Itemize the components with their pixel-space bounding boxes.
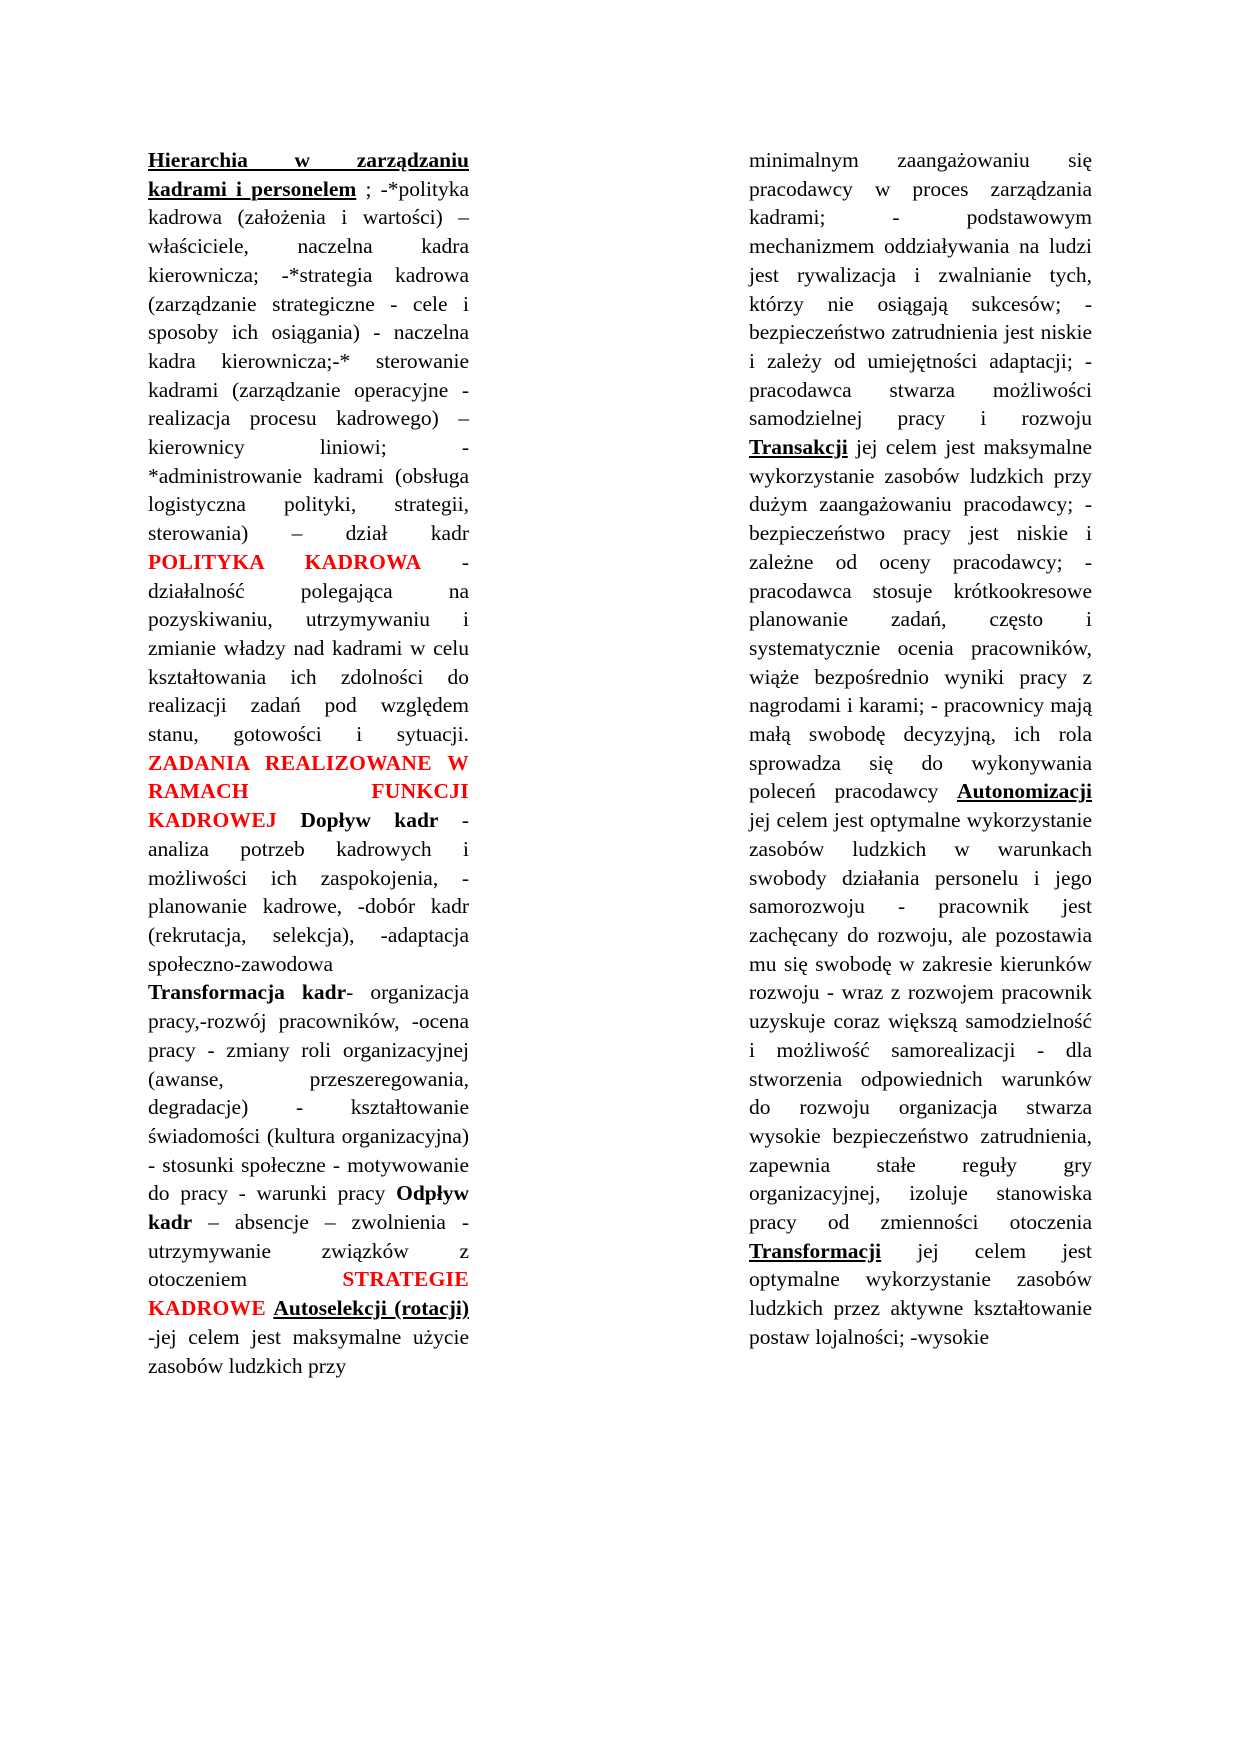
text-run: - działalność polegająca na pozyskiwaniu, utrzymywaniu i zmianie władzy nad kadrami w celu kształtowania ich zdolności do realizacji zadań pod względem stanu, gotowości i sytuacji. (148, 549, 469, 747)
bold-term: Odpływ kadr (148, 1181, 469, 1235)
section-heading: ZADANIA REALIZOWANE W RAMACH FUNKCJI KADROWEJ (148, 750, 469, 833)
underlined-term: Transakcji (749, 435, 848, 460)
section-heading: POLITYKA KADROWA (148, 549, 422, 574)
text-run: ; -*polityka kadrowa (założenia i wartości) – właściciele, naczelna kadra kierownicza; -*strategia kadrowa (zarządzanie strategiczne - cele i sposoby ich osiągania) - naczelna kadra kierownicza;-* sterowanie kadrami (zarządzanie operacyjne - realizacja procesu kadrowego) – kierownicy liniowi; -*administrowanie kadrami (obsługa logistyczna polityki, strategii, sterowania) – dział kadr (148, 176, 469, 546)
underlined-term: Hierarchia w zarządzaniu kadrami i personelem (148, 148, 469, 201)
right-text-column (749, 146, 1092, 1352)
text-run: jej celem jest maksymalne wykorzystanie zasobów ludzkich przy dużym zaangażowaniu pracodawcy; - bezpieczeństwo pracy jest niskie i zależne od oceny pracodawcy; -pracodawca stosuje krótkookresowe planowanie zadań, często i systematycznie ocenia pracowników, wiąże bezpośrednio wyniki pracy z nagrodami i karami; - pracownicy mają małą swobodę decyzyjną, ich rola sprowadza się do wykonywania poleceń pracodawcy (749, 435, 1092, 804)
left-text-column (148, 146, 469, 1380)
text-run: - organizacja pracy,-rozwój pracowników, -ocena pracy - zmiany roli organizacyjnej (awanse, przeszeregowania, degradacje) - kształtowanie świadomości (kultura organizacyjna) - stosunki społeczne - motywowanie do pracy - warunki pracy (148, 980, 470, 1206)
text-run: jej celem jest optymalne wykorzystanie zasobów ludzkich przez aktywne kształtowanie postaw lojalności; -wysokie (749, 1238, 1092, 1349)
text-run: -analiza potrzeb kadrowych i możliwości ich zaspokojenia, -planowanie kadrowe, -dobór kadr (rekrutacja, selekcja), -adaptacja społeczno-zawodowa (148, 808, 469, 976)
text-run: jej celem jest optymalne wykorzystanie zasobów ludzkich w warunkach swobody działania personelu i jego samorozwoju - pracownik jest zachęcany do rozwoju, ale pozostawia mu się swobodę w zakresie kierunków rozwoju - wraz z rozwojem pracownik uzyskuje coraz większą samodzielność i możliwość samorealizacji - dla stworzenia odpowiednich warunków do rozwoju organizacja stwarza wysokie bezpieczeństwo zatrudnienia, zapewnia stałe reguły gry organizacyjnej, izoluje stanowiska pracy od zmienności otoczenia (749, 808, 1092, 1235)
text-run: -jej celem jest maksymalne użycie zasobów ludzkich przy (148, 1324, 469, 1378)
underlined-term: Autonomizacji (957, 779, 1092, 804)
bold-term: Dopływ kadr (277, 808, 439, 833)
text-run: minimalnym zaangażowaniu się pracodawcy w proces zarządzania kadrami; - podstawowym mechanizmem oddziaływania na ludzi jest rywalizacja i zwalnianie tych, którzy nie osiągają sukcesów; - bezpieczeństwo zatrudnienia jest niskie i zależy od umiejętności adaptacji; - pracodawca stwarza możliwości samodzielnej pracy i rozwoju (749, 148, 1092, 431)
underlined-term: Transformacji (749, 1238, 882, 1263)
text-run: – absencje – zwolnienia - utrzymywanie związków z otoczeniem (148, 1210, 469, 1292)
underlined-term: Autoselekcji (rotacji) (273, 1296, 470, 1321)
bold-term: Transformacja kadr (148, 980, 347, 1005)
section-heading: STRATEGIE KADROWE (148, 1267, 469, 1321)
